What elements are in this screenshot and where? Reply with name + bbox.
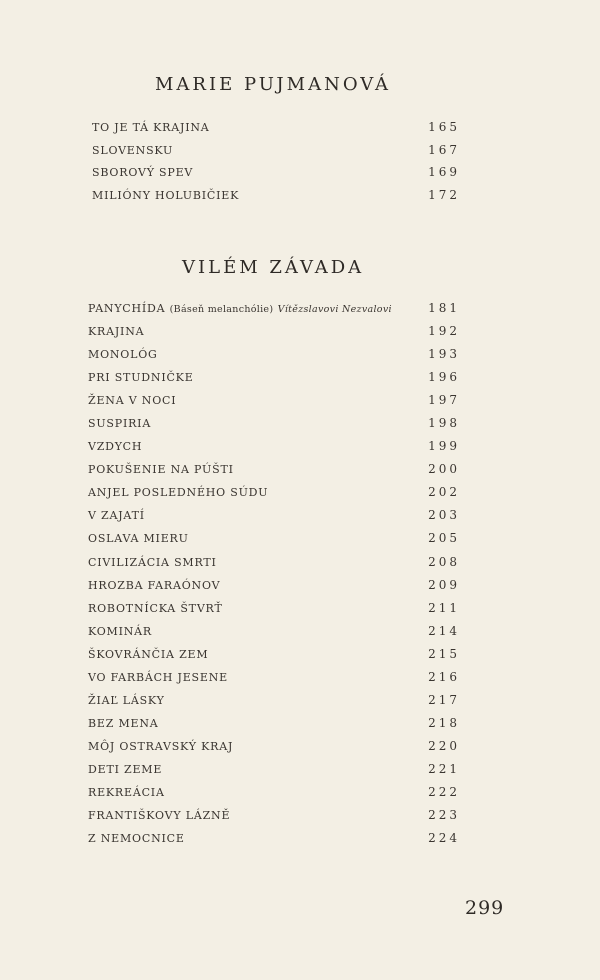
entry-page-number: 167: [428, 142, 460, 157]
entry-page-number: 208: [428, 554, 460, 569]
entry-page-number: 181: [428, 301, 460, 315]
contents-entry: [88, 416, 460, 439]
entry-title: ŠKOVRÁNČIA ZEM: [88, 647, 209, 661]
page-number: 299: [465, 897, 505, 919]
entry-title: MILIÓNY HOLUBIČIEK: [92, 189, 240, 203]
entry-page-number: 196: [428, 370, 460, 385]
contents-list-zavada: [88, 301, 460, 854]
contents-entry: [88, 347, 460, 370]
contents-entry: [88, 301, 460, 324]
entry-page-number: 215: [428, 646, 460, 661]
contents-entry: [88, 393, 460, 416]
entry-page-number: 209: [428, 577, 460, 592]
entry-title: FRANTIŠKOVY LÁZNĚ: [88, 809, 231, 823]
entry-title: ROBOTNÍCKA ŠTVRŤ: [88, 601, 223, 615]
entry-page-number: 217: [428, 692, 460, 707]
entry-page-number: 211: [428, 600, 460, 615]
entry-title-group: [88, 625, 152, 638]
contents-entry: [88, 578, 460, 601]
contents-entry: [88, 370, 460, 393]
entry-page-number: 216: [428, 669, 460, 684]
contents-entry: [88, 324, 460, 347]
contents-entry: [88, 439, 460, 462]
contents-entry: [88, 531, 460, 554]
entry-title-group: [88, 325, 144, 338]
entry-title-group: [88, 809, 230, 822]
entry-title-group: [88, 740, 233, 753]
entry-title-group: [92, 121, 210, 134]
entry-title-group: [92, 189, 239, 202]
contents-entry: [88, 785, 460, 808]
entry-title-group: [88, 556, 217, 569]
entry-title: REKREÁCIA: [88, 785, 165, 799]
entry-title-group: [92, 144, 173, 157]
entry-subtitle: (Báseň melanchólie): [169, 304, 274, 315]
entry-title: MÔJ OSTRAVSKÝ KRAJ: [88, 739, 234, 753]
entry-page-number: 203: [428, 508, 460, 523]
entry-title: ANJEL POSLEDNÉHO SÚDU: [88, 486, 269, 500]
entry-page-number: 221: [428, 761, 460, 776]
entry-title-group: [88, 694, 165, 707]
entry-title: MONOLÓG: [88, 348, 158, 362]
entry-title: DETI ZEME: [88, 762, 163, 776]
entry-title-group: [88, 671, 228, 684]
entry-title: OSLAVA MIERU: [88, 532, 189, 546]
entry-title: CIVILIZÁCIA SMRTI: [88, 555, 217, 569]
entry-page-number: 193: [428, 347, 460, 362]
entry-title-group: [88, 509, 145, 522]
entry-page-number: 169: [428, 165, 460, 180]
entry-title-group: [88, 463, 234, 476]
entry-page-number: 200: [428, 462, 460, 477]
entry-page-number: 197: [428, 393, 460, 408]
section-heading-pujmanova: MARIE PUJMANOVÁ: [155, 74, 392, 95]
entry-title: POKUŠENIE NA PÚŠTI: [88, 463, 234, 477]
entry-title-group: [88, 302, 392, 315]
entry-title: SBOROVÝ SPEV: [92, 166, 194, 180]
entry-title-group: [88, 579, 220, 592]
entry-title-group: [88, 532, 189, 545]
entry-page-number: 224: [428, 831, 460, 846]
entry-title-group: [88, 348, 158, 361]
entry-title-group: [88, 786, 165, 799]
entry-title: TO JE TÁ KRAJINA: [92, 121, 210, 134]
entry-page-number: 214: [428, 623, 460, 638]
entry-title: VO FARBÁCH JESENE: [88, 670, 228, 684]
entry-title: BEZ MENA: [88, 716, 159, 730]
entry-title: HROZBA FARAÓNOV: [88, 578, 221, 592]
contents-entry: [92, 120, 460, 143]
entry-title-group: [88, 417, 151, 430]
entry-page-number: 218: [428, 715, 460, 730]
entry-page-number: 172: [428, 188, 460, 203]
contents-list-pujmanova: [92, 120, 460, 211]
contents-entry: [88, 624, 460, 647]
entry-page-number: 198: [428, 416, 460, 431]
entry-title-group: [88, 832, 185, 845]
entry-title: PANYCHÍDA: [88, 302, 166, 315]
entry-title: SUSPIRIA: [88, 417, 152, 431]
entry-page-number: 192: [428, 324, 460, 339]
entry-title-group: [88, 371, 194, 384]
contents-entry: [92, 188, 460, 211]
entry-page-number: 205: [428, 531, 460, 546]
entry-title: SLOVENSKU: [92, 143, 174, 157]
entry-page-number: 222: [428, 784, 460, 799]
entry-page-number: 165: [428, 120, 460, 134]
contents-entry: [88, 555, 460, 578]
entry-page-number: 220: [428, 738, 460, 753]
contents-entry: [88, 462, 460, 485]
entry-title: ŽIAĽ LÁSKY: [88, 693, 165, 707]
contents-entry: [92, 143, 460, 166]
contents-entry: [88, 601, 460, 624]
contents-entry: [88, 739, 460, 762]
entry-title: Z NEMOCNICE: [88, 832, 185, 846]
entry-title-group: [88, 394, 176, 407]
entry-title-group: [88, 602, 223, 615]
entry-title: PRI STUDNIČKE: [88, 371, 194, 385]
contents-entry: [88, 693, 460, 716]
contents-entry: [88, 762, 460, 785]
contents-entry: [88, 808, 460, 831]
entry-title: V ZAJATÍ: [88, 509, 145, 523]
section-heading-zavada: VILÉM ZÁVADA: [182, 257, 365, 278]
entry-title-group: [88, 648, 208, 661]
entry-title: VZDYCH: [88, 440, 143, 454]
contents-entry: [88, 716, 460, 739]
entry-title-group: [88, 763, 162, 776]
entry-title-group: [88, 440, 142, 453]
contents-entry: [88, 485, 460, 508]
entry-page-number: 202: [428, 485, 460, 500]
contents-entry: [88, 647, 460, 670]
contents-entry: [88, 831, 460, 854]
entry-title-group: [88, 486, 268, 499]
contents-entry: [88, 508, 460, 531]
entry-dedication: Vítězslavovi Nezvalovi: [277, 304, 392, 315]
entry-page-number: 199: [428, 439, 460, 454]
entry-page-number: 223: [428, 808, 460, 823]
entry-title: KOMINÁR: [88, 624, 152, 638]
entry-title-group: [92, 166, 193, 179]
entry-title: ŽENA V NOCI: [88, 394, 177, 408]
entry-title-group: [88, 717, 159, 730]
contents-entry: [92, 165, 460, 188]
entry-title: KRAJINA: [88, 325, 145, 339]
contents-entry: [88, 670, 460, 693]
